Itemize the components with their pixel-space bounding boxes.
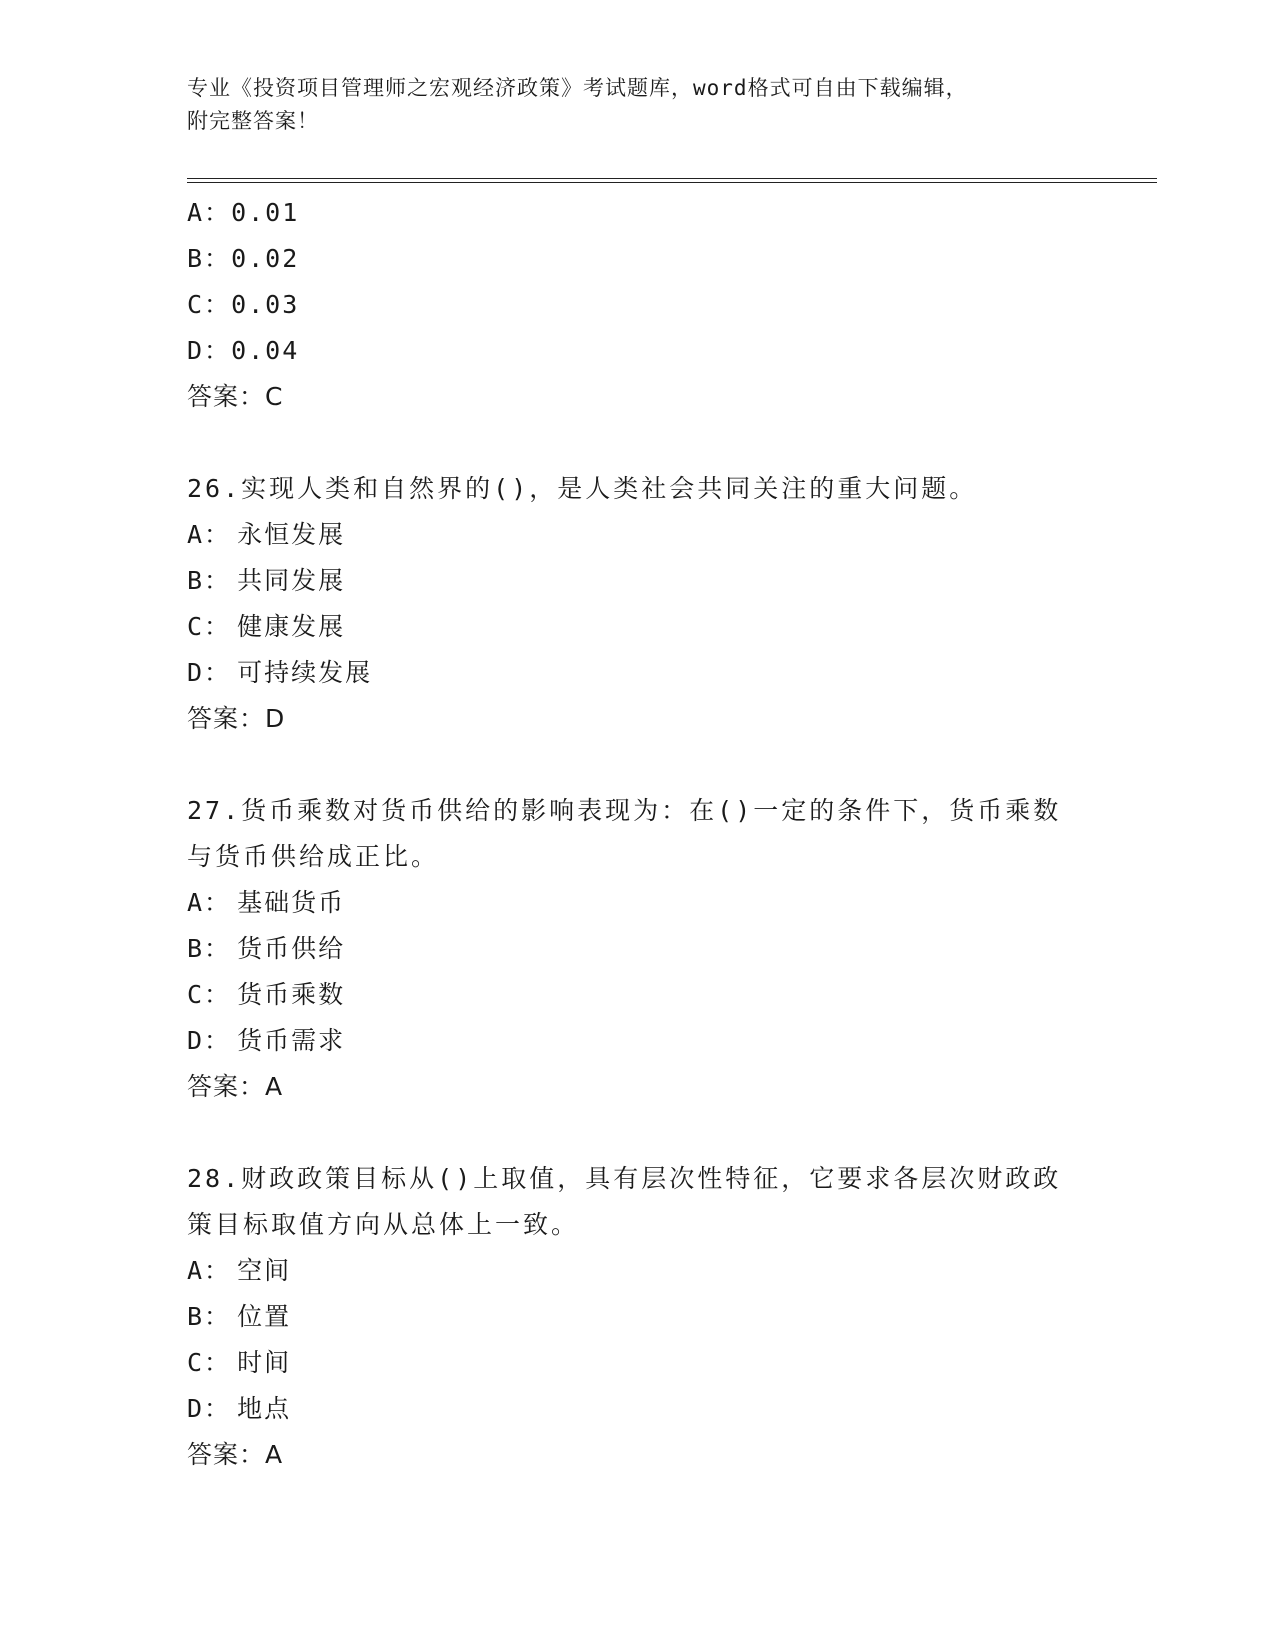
option-b [187,558,1157,604]
option-letter: C： [187,980,232,1009]
option-value: 空间 [237,1256,292,1285]
option-value: 货币乘数 [237,980,346,1009]
option-value: 地点 [237,1394,292,1423]
option-letter: B： [187,566,232,595]
spacer [187,420,1157,466]
option-letter: A： [187,888,232,917]
option-d [187,1018,1157,1064]
option-value: 共同发展 [237,566,346,595]
option-b [187,236,1157,282]
option-d [187,328,1157,374]
option-a [187,190,1157,236]
spacer [187,1110,1157,1156]
option-b [187,1294,1157,1340]
question-block-prev [187,190,1157,420]
question-block-28 [187,1156,1157,1478]
question-text: 27.货币乘数对货币供给的影响表现为：在()一定的条件下，货币乘数与货币供给成正比。 [187,796,1062,871]
option-value: 健康发展 [237,612,346,641]
header-line-1: 专业《投资项目管理师之宏观经济政策》考试题库，word格式可自由下载编辑， [187,76,968,100]
question-block-27 [187,788,1157,1110]
option-letter: B： [187,244,232,273]
option-letter: D： [187,1026,232,1055]
option-value: 基础货币 [237,888,346,917]
option-value: 位置 [237,1302,292,1331]
option-value: 0.03 [231,290,300,319]
option-a [187,880,1157,926]
option-value: 时间 [237,1348,292,1377]
option-letter: D： [187,658,232,687]
option-letter: A： [187,198,232,227]
option-letter: C： [187,1348,232,1377]
option-value: 货币供给 [237,934,346,963]
option-d [187,1386,1157,1432]
option-c [187,282,1157,328]
option-b [187,926,1157,972]
option-value: 货币需求 [237,1026,346,1055]
answer-line: 答案：A [187,1072,284,1101]
document-header [187,72,1087,138]
option-d [187,650,1157,696]
option-letter: C： [187,290,232,319]
question-text: 26.实现人类和自然界的()，是人类社会共同关注的重大问题。 [187,474,978,503]
header-line-2: 附完整答案！ [187,109,319,133]
question-block-26 [187,466,1157,742]
option-letter: A： [187,1256,232,1285]
answer-line: 答案：D [187,704,286,733]
option-letter: D： [187,336,232,365]
option-value: 0.04 [231,336,300,365]
option-letter: B： [187,1302,232,1331]
spacer [187,742,1157,788]
header-divider [187,178,1157,183]
option-c [187,604,1157,650]
answer-line: 答案：C [187,382,284,411]
option-letter: C： [187,612,232,641]
option-value: 0.01 [231,198,300,227]
question-text: 28.财政政策目标从()上取值，具有层次性特征，它要求各层次财政政策目标取值方向从总体上一致。 [187,1164,1062,1239]
option-letter: A： [187,520,232,549]
option-a [187,1248,1157,1294]
option-value: 可持续发展 [237,658,373,687]
option-a [187,512,1157,558]
answer-line: 答案：A [187,1440,284,1469]
option-value: 永恒发展 [237,520,346,549]
option-letter: B： [187,934,232,963]
option-c [187,1340,1157,1386]
question-list [187,190,1157,1478]
option-value: 0.02 [231,244,300,273]
option-c [187,972,1157,1018]
option-letter: D： [187,1394,232,1423]
